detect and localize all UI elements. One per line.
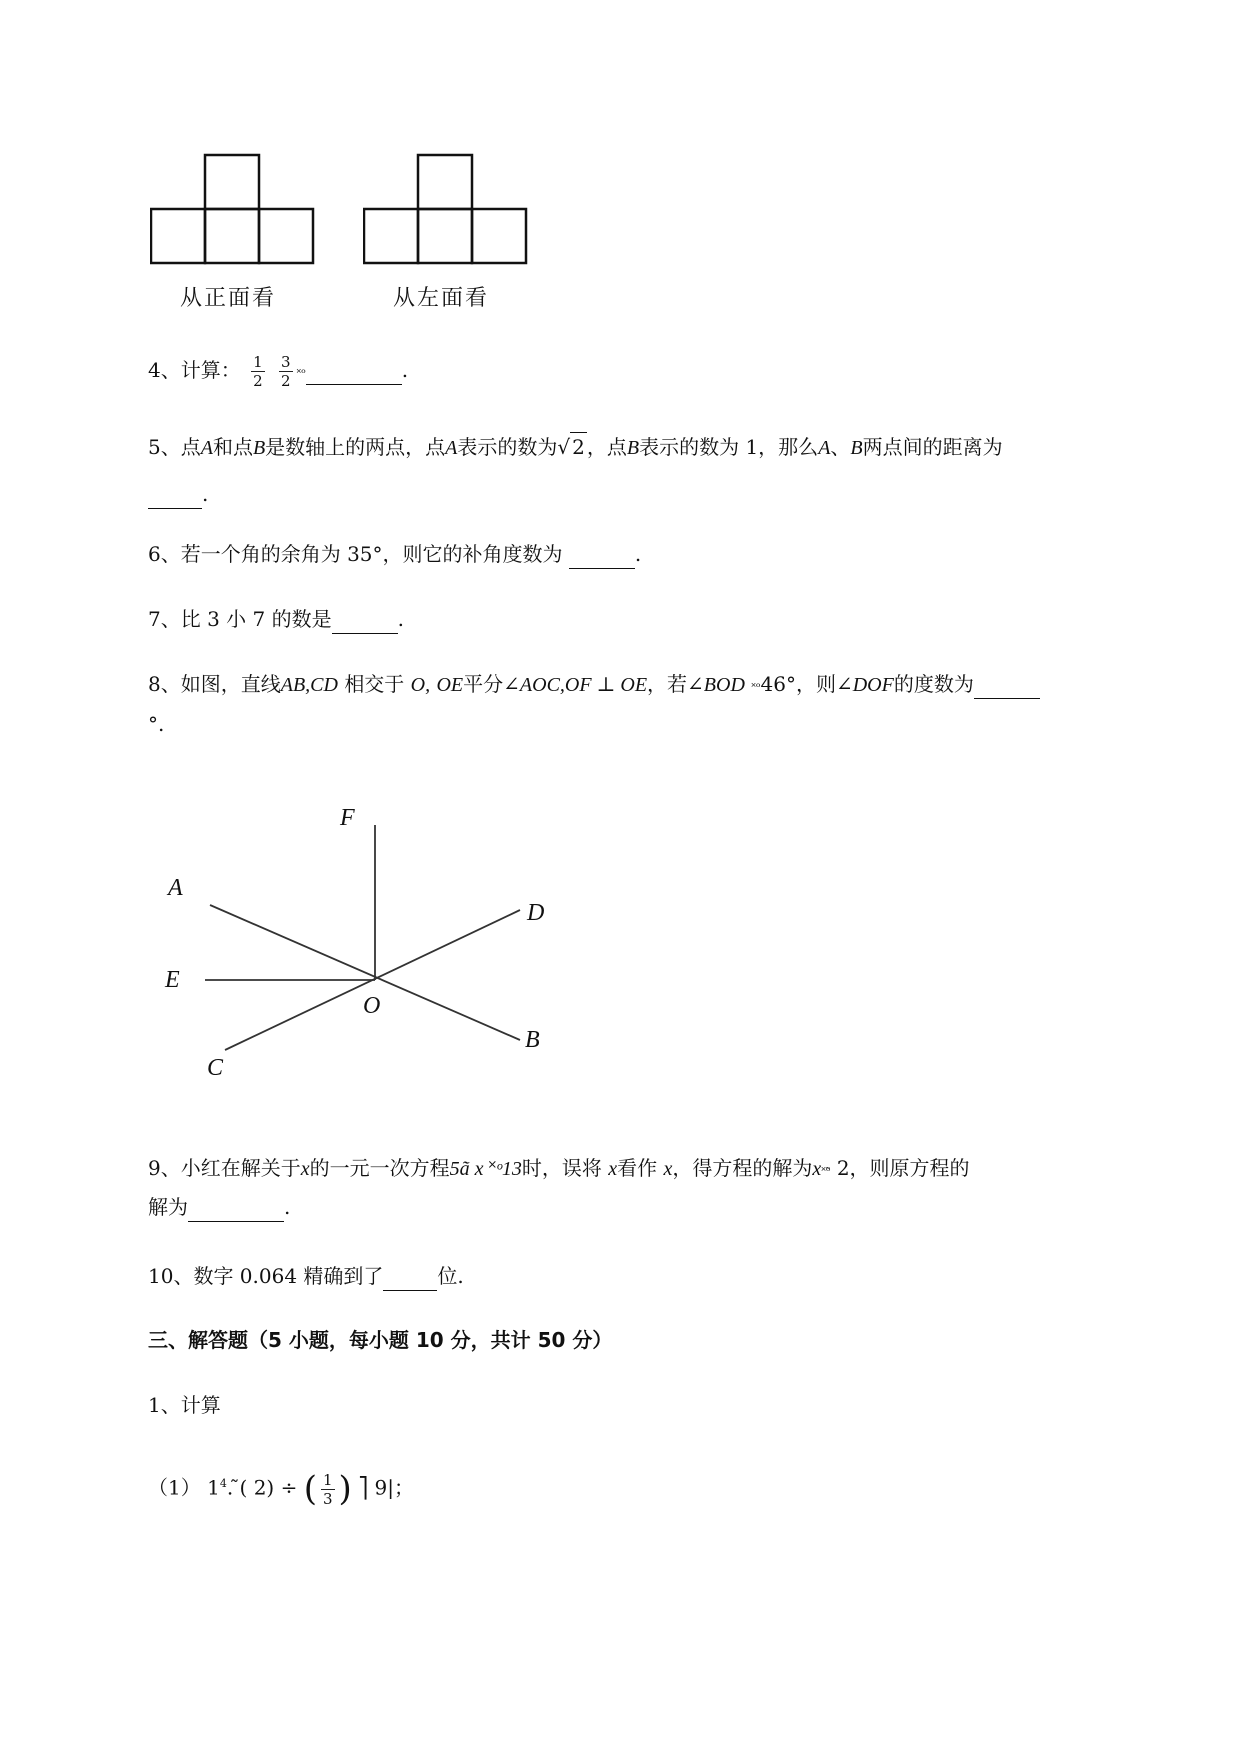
question-4: 4、计算： $\frac{1}{2}$ $\frac{3}{2}$ ˟ᵒ . [148, 353, 409, 390]
line-AB [210, 905, 520, 1040]
label-A: A [168, 875, 183, 901]
question-7: 7、比 3 小 7 的数是 . [148, 605, 404, 634]
front-view-label: 从正面看 [180, 286, 277, 311]
answer-blank [306, 356, 402, 385]
solve-question-1: 1、计算 [148, 1393, 221, 1417]
question-10: 10、数字 0.064 精确到了 位. [148, 1262, 464, 1291]
question-9: 9、小红在解关于x的一元一次方程5ã x ˟ᵒ13时，误将 x看作 x，得方程的解为x˟̃ᵒ 2，则原方程的 [148, 1156, 970, 1180]
fraction-1: $\frac{1}{2}$ [253, 353, 263, 390]
left-view-figure [363, 150, 533, 270]
label-F: F [340, 805, 355, 831]
label-C: C [207, 1055, 224, 1081]
question-5: 5、点A和点B是数轴上的两点，点A表示的数为√ 2 ，点B表示的数为 1，那么A、B两点间的距离为 [148, 432, 1003, 462]
fraction-2: $\frac{3}{2}$ [281, 353, 291, 390]
section-3-title: 三、解答题（5 小题，每小题 10 分，共计 50 分） [148, 1328, 613, 1352]
solve-question-1-part-1: （1） $1^4$. ̃( 2) ÷ ( $\frac{1}{3}$ ) ⎤ 9|； [148, 1469, 414, 1510]
question-5-line2: . [148, 480, 208, 509]
answer-blank [332, 605, 398, 634]
front-view-figure [150, 150, 320, 270]
label-O: O [363, 993, 381, 1019]
label-E: E [165, 967, 180, 993]
question-8-line2: °. [148, 712, 165, 736]
question-9-line2: 解为 . [148, 1193, 290, 1222]
answer-blank [188, 1193, 284, 1222]
angle-figure [150, 790, 570, 1090]
left-view-label: 从左面看 [393, 286, 490, 311]
question-8: 8、如图，直线AB,CD 相交于 O, OE平分∠AOC,OF ⊥ OE，若∠BOD ˟ᵒ46°，则∠DOF的度数为 [148, 670, 1040, 701]
question-6: 6、若一个角的余角为 35°，则它的补角度数为 . [148, 540, 641, 569]
answer-blank [148, 480, 202, 509]
answer-blank [383, 1262, 437, 1291]
label-B: B [525, 1027, 540, 1053]
fraction-1-3: $\frac{1}{3}$ [322, 1470, 333, 1508]
answer-blank [974, 670, 1040, 699]
answer-blank [569, 540, 635, 569]
label-D: D [527, 900, 545, 926]
